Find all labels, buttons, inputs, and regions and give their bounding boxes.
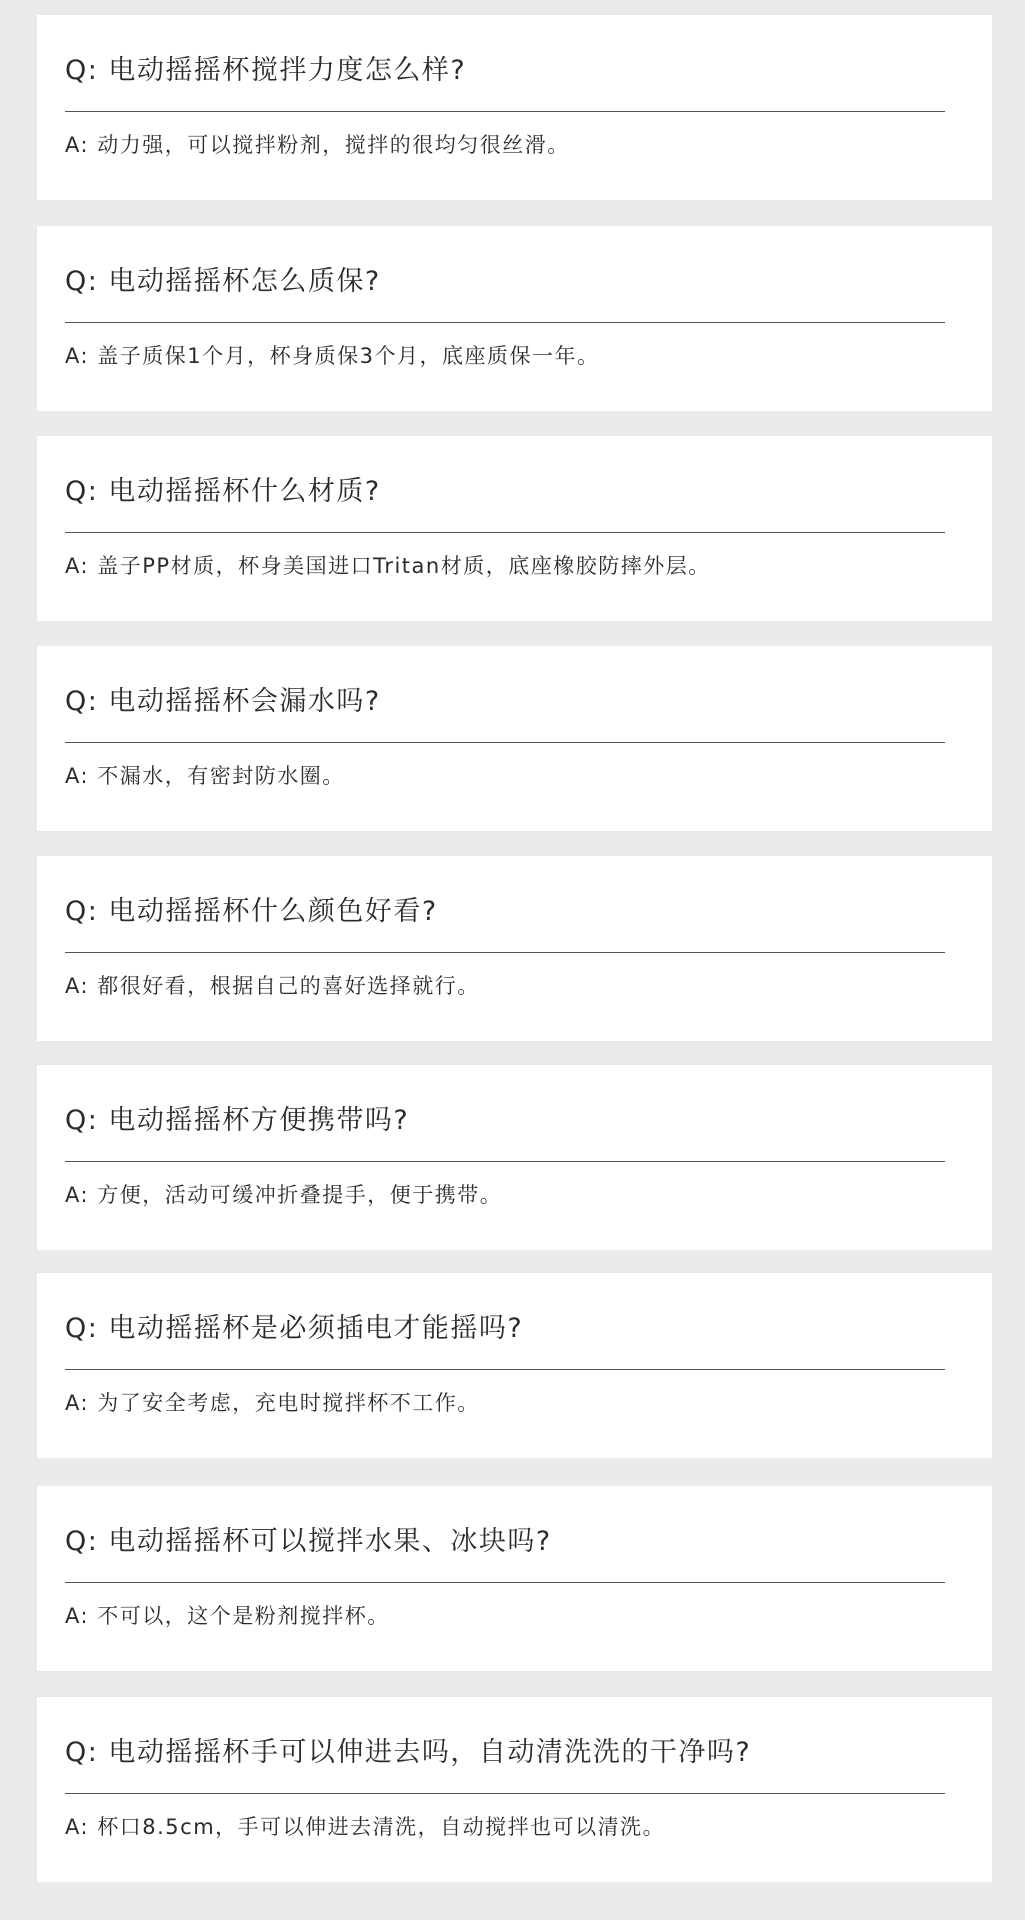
faq-answer: A: 方便，活动可缓冲折叠提手，便于携带。	[65, 1183, 503, 1207]
faq-answer: A: 动力强，可以搅拌粉剂，搅拌的很均匀很丝滑。	[65, 133, 570, 157]
faq-question: Q: 电动摇摇杯方便携带吗?	[65, 1105, 410, 1136]
faq-divider	[65, 111, 945, 112]
faq-divider	[65, 952, 945, 953]
faq-card	[37, 1065, 992, 1250]
faq-answer: A: 盖子PP材质，杯身美国进口Tritan材质，底座橡胶防摔外层。	[65, 554, 711, 578]
faq-card	[37, 1697, 992, 1882]
faq-answer: A: 都很好看，根据自己的喜好选择就行。	[65, 974, 480, 998]
faq-divider	[65, 1582, 945, 1583]
faq-question: Q: 电动摇摇杯什么颜色好看?	[65, 896, 438, 927]
faq-answer: A: 不可以，这个是粉剂搅拌杯。	[65, 1604, 390, 1628]
faq-answer: A: 杯口8.5cm，手可以伸进去清洗，自动搅拌也可以清洗。	[65, 1815, 666, 1839]
faq-question: Q: 电动摇摇杯怎么质保?	[65, 266, 381, 297]
faq-divider	[65, 1793, 945, 1794]
faq-card	[37, 856, 992, 1041]
faq-card	[37, 15, 992, 200]
faq-card	[37, 1273, 992, 1458]
faq-question: Q: 电动摇摇杯可以搅拌水果、冰块吗?	[65, 1526, 552, 1557]
faq-answer: A: 不漏水，有密封防水圈。	[65, 764, 345, 788]
faq-divider	[65, 532, 945, 533]
faq-question: Q: 电动摇摇杯什么材质?	[65, 476, 381, 507]
faq-question: Q: 电动摇摇杯搅拌力度怎么样?	[65, 55, 467, 86]
faq-divider	[65, 1369, 945, 1370]
faq-card	[37, 436, 992, 621]
faq-card	[37, 646, 992, 831]
faq-question: Q: 电动摇摇杯会漏水吗?	[65, 686, 381, 717]
faq-answer: A: 盖子质保1个月，杯身质保3个月，底座质保一年。	[65, 344, 600, 368]
faq-card	[37, 226, 992, 411]
faq-question: Q: 电动摇摇杯是必须插电才能摇吗?	[65, 1313, 524, 1344]
faq-question: Q: 电动摇摇杯手可以伸进去吗，自动清洗洗的干净吗?	[65, 1737, 752, 1768]
faq-divider	[65, 322, 945, 323]
faq-divider	[65, 1161, 945, 1162]
faq-divider	[65, 742, 945, 743]
faq-card	[37, 1486, 992, 1671]
faq-answer: A: 为了安全考虑，充电时搅拌杯不工作。	[65, 1391, 480, 1415]
